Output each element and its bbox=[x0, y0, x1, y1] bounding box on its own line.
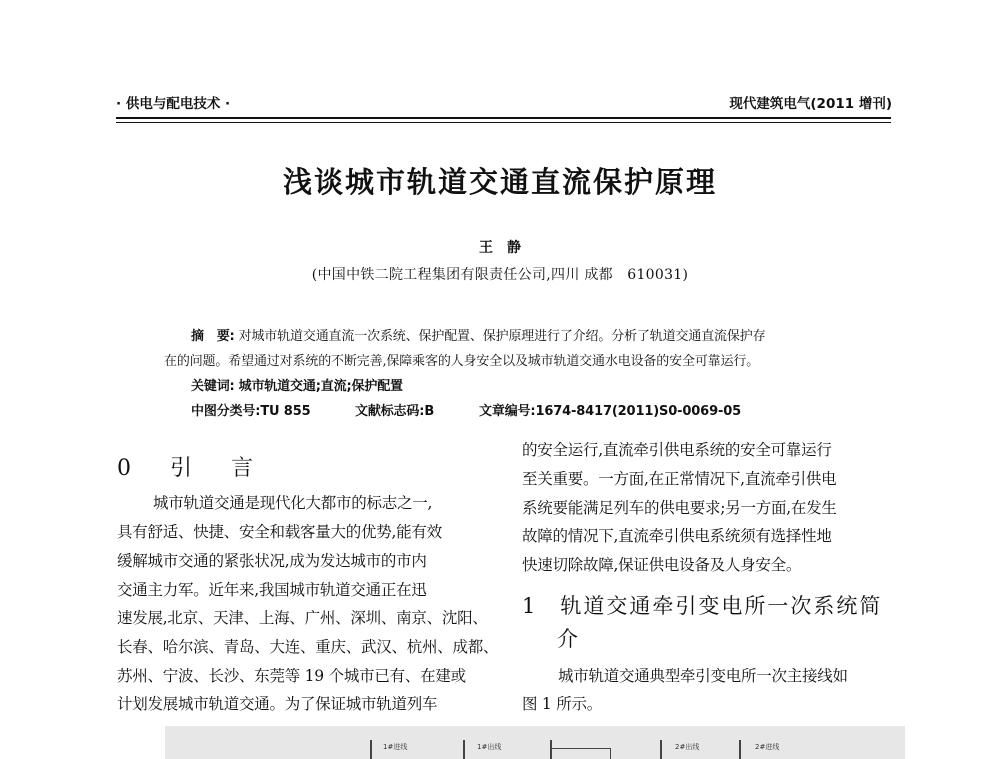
left-para-line-4: 交通主力军。近年来,我国城市轨道交通正在迅 bbox=[117, 581, 427, 599]
abstract-label: 摘 要: bbox=[191, 329, 235, 344]
feeder-line-1 bbox=[370, 740, 372, 759]
left-para-line-5: 速发展,北京、天津、上海、广州、深圳、南京、沈阳、 bbox=[117, 609, 488, 627]
section-1-para-line-1: 城市轨道交通典型牵引变电所一次主接线如 bbox=[558, 667, 848, 685]
keywords-line bbox=[191, 375, 403, 394]
figure-label-2: 1#出线 bbox=[477, 743, 502, 751]
doc-code bbox=[355, 400, 434, 419]
section-1-heading-line-2: 介 bbox=[557, 627, 580, 651]
classification-line bbox=[191, 400, 311, 419]
right-para-line-3: 系统要能满足列车的供电要求;另一方面,在发生 bbox=[522, 499, 837, 517]
running-header-right: 现代建筑电气(2011 增刊) bbox=[729, 96, 892, 112]
clc-value: TU 855 bbox=[260, 404, 311, 419]
article-title: 浅谈城市轨道交通直流保护原理 bbox=[282, 165, 717, 199]
keywords-value: 城市轨道交通;直流;保护配置 bbox=[238, 379, 403, 394]
feeder-line-4 bbox=[660, 740, 662, 759]
right-para-line-2: 至关重要。一方面,在正常情况下,直流牵引供电 bbox=[522, 470, 837, 488]
right-para-line-1: 的安全运行,直流牵引供电系统的安全可靠运行 bbox=[522, 441, 832, 459]
clc-label: 中图分类号: bbox=[191, 404, 261, 419]
author-affiliation: (中国中铁二院工程集团有限责任公司,四川 成都 610031) bbox=[311, 267, 689, 283]
figure-label-4: 2#进线 bbox=[755, 743, 780, 751]
running-header-left: · 供电与配电技术 · bbox=[116, 96, 231, 112]
figure-label-3: 2#出线 bbox=[675, 743, 700, 751]
left-para-line-8: 计划发展城市轨道交通。为了保证城市轨道列车 bbox=[117, 695, 438, 713]
header-rule-thin bbox=[116, 122, 891, 123]
article-author: 王 静 bbox=[479, 240, 521, 256]
right-para-line-5: 快速切除故障,保证供电设备及人身安全。 bbox=[522, 556, 802, 574]
abstract-line-1 bbox=[191, 325, 765, 344]
figure-label-1: 1#进线 bbox=[383, 743, 408, 751]
section-1-para-line-2: 图 1 所示。 bbox=[522, 695, 602, 713]
left-para-line-2: 具有舒适、快捷、安全和载客量大的优势,能有效 bbox=[117, 523, 442, 541]
doc-code-value: B bbox=[424, 404, 435, 419]
right-para-line-4: 故障的情况下,直流牵引供电系统须有选择性地 bbox=[522, 527, 832, 545]
feeder-line-2 bbox=[463, 740, 465, 759]
article-number bbox=[479, 400, 741, 419]
figure-1-diagram bbox=[165, 726, 905, 759]
left-para-line-3: 缓解城市交通的紧张状况,成为发达城市的市内 bbox=[117, 552, 427, 570]
bus-drop bbox=[610, 748, 611, 759]
abstract-text-1: 对城市轨道交通直流一次系统、保护配置、保护原理进行了介绍。分析了轨道交通直流保护存 bbox=[238, 329, 766, 344]
article-no-value: 1674-8417(2011)S0-0069-05 bbox=[535, 404, 741, 419]
article-no-label: 文章编号: bbox=[479, 404, 536, 419]
left-para-line-6: 长春、哈尔滨、青岛、大连、重庆、武汉、杭州、成都、 bbox=[117, 638, 499, 656]
header-rule-thick bbox=[116, 117, 891, 119]
section-1-heading-line-1: 1 轨道交通牵引变电所一次系统简 bbox=[522, 594, 883, 618]
feeder-line-3 bbox=[550, 740, 552, 759]
left-para-line-1: 城市轨道交通是现代化大都市的标志之一, bbox=[153, 494, 433, 512]
bus-line bbox=[550, 748, 610, 749]
left-para-line-7: 苏州、宁波、长沙、东莞等 19 个城市已有、在建或 bbox=[117, 667, 466, 685]
section-0-heading: 0 引 言 bbox=[117, 456, 269, 481]
doc-code-label: 文献标志码: bbox=[355, 404, 425, 419]
abstract-line-2: 在的问题。希望通过对系统的不断完善,保障乘客的人身安全以及城市轨道交通水电设备的安全可靠运行。 bbox=[164, 354, 760, 369]
feeder-line-5 bbox=[739, 740, 741, 759]
keywords-label: 关键词: bbox=[191, 379, 235, 394]
